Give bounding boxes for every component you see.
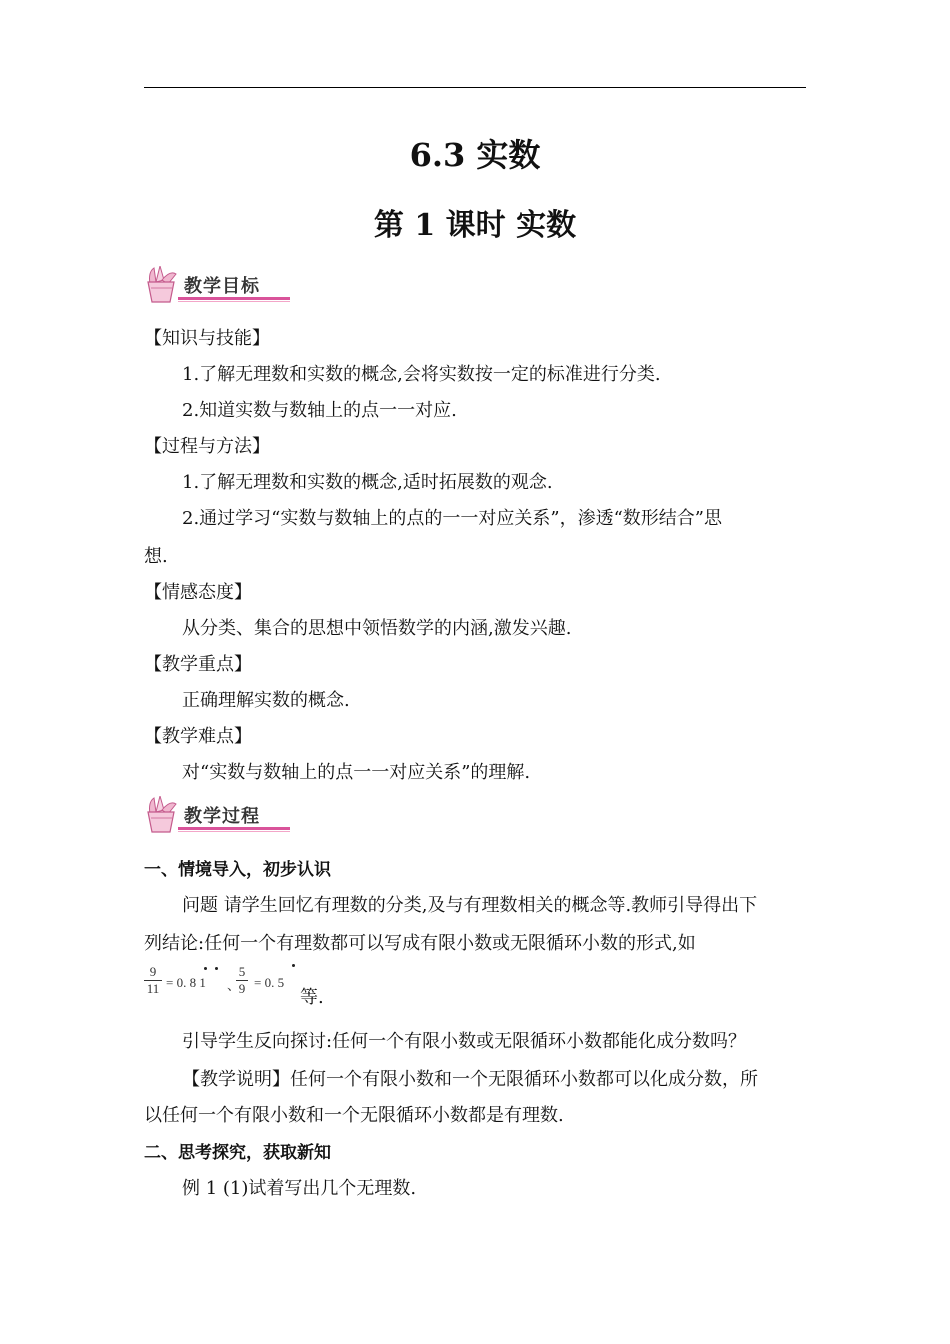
repeating-decimal-1: = 0. 8 1	[166, 975, 206, 990]
fraction-2-numerator: 5	[238, 964, 246, 979]
fraction-1-denominator: 11	[146, 981, 160, 996]
goals-banner	[142, 266, 292, 308]
process-item-2-cont: 想.	[144, 546, 168, 567]
teaching-note-line-2: 以任何一个有限小数和一个无限循环小数都是有理数.	[144, 1105, 564, 1126]
example-1: 例 1 (1)试着写出几个无理数.	[182, 1178, 417, 1199]
repeat-dot	[292, 964, 295, 967]
emotion-item-1: 从分类、集合的思想中领悟数学的内涵,激发兴趣.	[182, 618, 572, 639]
teaching-note-line-1: 【教学说明】任何一个有限小数和一个无限循环小数都可以化成分数，所	[182, 1069, 758, 1090]
emotion-heading: 【情感态度】	[144, 582, 252, 603]
repeating-decimal-2: = 0. 5	[254, 975, 285, 990]
knowledge-heading: 【知识与技能】	[144, 328, 270, 349]
lesson-subtitle: 第 1 课时 实数	[373, 208, 577, 243]
process-banner-label: 教学过程	[184, 806, 260, 827]
repeat-dot	[204, 967, 207, 970]
knowledge-item-1: 1.了解无理数和实数的概念,会将实数按一定的标准进行分类.	[182, 364, 661, 385]
difficult-heading: 【教学难点】	[144, 726, 252, 747]
header-rule	[144, 87, 806, 88]
fraction-1-numerator: 9	[149, 964, 157, 979]
key-item-1: 正确理解实数的概念.	[182, 690, 350, 711]
process-heading: 【过程与方法】	[144, 436, 270, 457]
repeat-dot	[215, 967, 218, 970]
process-item-2: 2.通过学习“实数与数轴上的点的一一对应关系”，渗透“数形结合”思	[182, 508, 722, 529]
example-end: 等.	[300, 987, 324, 1008]
process-banner	[142, 796, 292, 838]
difficult-item-1: 对“实数与数轴上的点一一对应关系”的理解.	[182, 762, 531, 783]
reverse-question: 引导学生反向探讨:任何一个有限小数或无限循环小数都能化成分数吗？	[182, 1031, 747, 1052]
goals-banner-label: 教学目标	[184, 276, 260, 297]
section-1-heading: 一、情境导入，初步认识	[144, 860, 331, 880]
example-separator: 、	[227, 978, 241, 993]
page-title: 6.3 实数	[409, 136, 541, 174]
knowledge-item-2: 2.知道实数与数轴上的点一一对应.	[182, 400, 457, 421]
fraction-2-denominator: 9	[238, 981, 246, 996]
question-line-2: 列结论:任何一个有理数都可以写成有限小数或无限循环小数的形式,如	[144, 933, 696, 954]
key-heading: 【教学重点】	[144, 654, 252, 675]
section-2-heading: 二、思考探究，获取新知	[144, 1143, 331, 1163]
question-line-1: 问题 请学生回忆有理数的分类,及与有理数相关的概念等.教师引导得出下	[182, 895, 758, 916]
process-item-1: 1.了解无理数和实数的概念,适时拓展数的观念.	[182, 472, 553, 493]
